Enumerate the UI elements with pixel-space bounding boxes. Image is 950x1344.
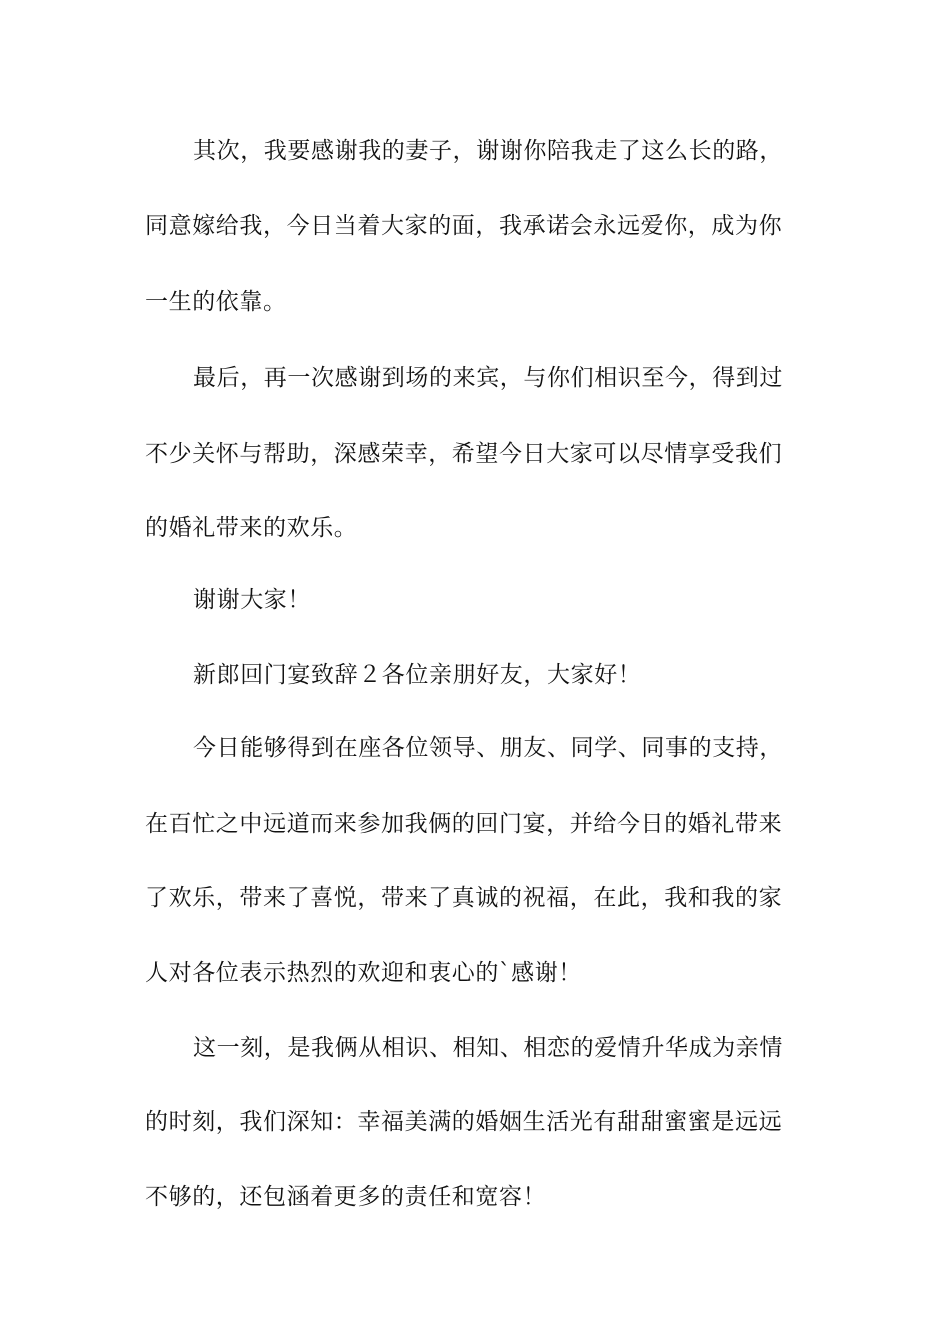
text-line: 在百忙之中远道而来参加我俩的回门宴，并给今日的婚礼带来 [145, 811, 783, 837]
text-line: 不少关怀与帮助，深感荣幸，希望今日大家可以尽情享受我们 [145, 441, 783, 467]
text-line: 了欢乐，带来了喜悦，带来了真诚的祝福，在此，我和我的家 [145, 885, 783, 911]
text-line: 这一刻，是我俩从相识、相知、相恋的爱情升华成为亲情 [193, 1035, 783, 1061]
text-line: 今日能够得到在座各位领导、朋友、同学、同事的支持， [193, 735, 783, 761]
text-line: 其次，我要感谢我的妻子，谢谢你陪我走了这么长的路， [193, 138, 783, 164]
text-line: 的时刻，我们深知：幸福美满的婚姻生活光有甜甜蜜蜜是远远 [145, 1109, 783, 1135]
text-line: 新郎回门宴致辞２各位亲朋好友，大家好！ [193, 662, 642, 688]
text-line: 谢谢大家！ [193, 587, 311, 613]
text-line: 最后，再一次感谢到场的来宾，与你们相识至今，得到过 [193, 365, 783, 391]
text-line: 同意嫁给我，今日当着大家的面，我承诺会永远爱你，成为你 [145, 213, 783, 239]
text-line: 一生的依靠。 [145, 289, 287, 315]
text-line: 的婚礼带来的欢乐。 [145, 515, 358, 541]
text-line: 人对各位表示热烈的欢迎和衷心的`感谢！ [145, 960, 582, 986]
text-line: 不够的，还包涵着更多的责任和宽容！ [145, 1184, 547, 1210]
